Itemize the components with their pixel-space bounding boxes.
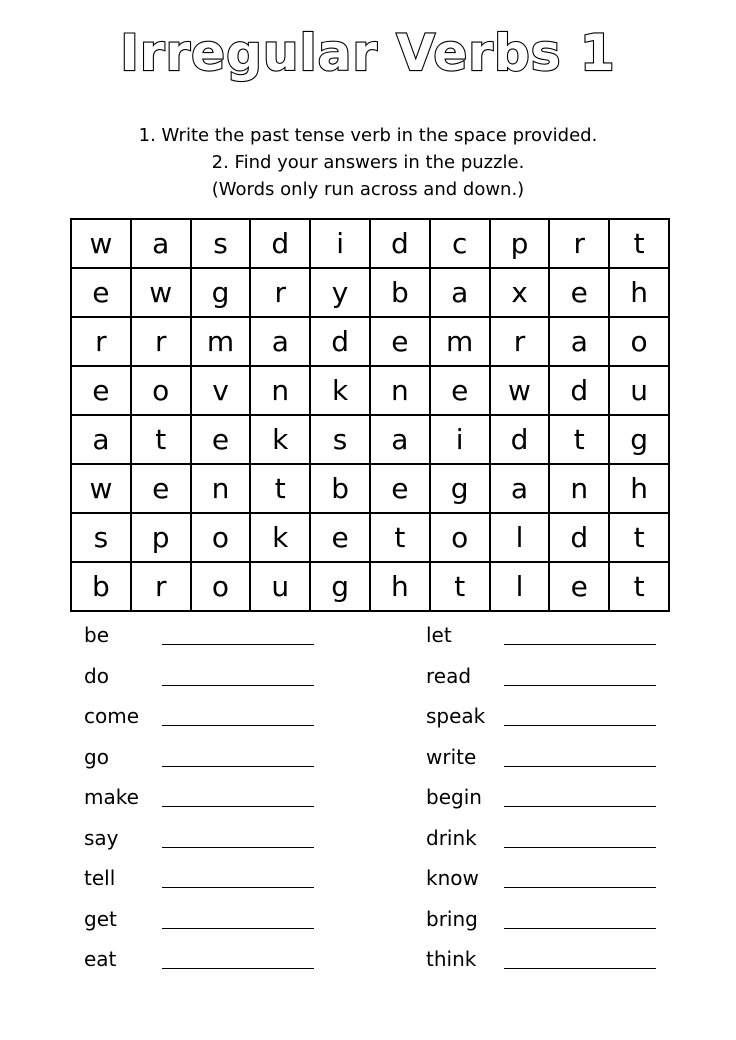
grid-cell[interactable]: k <box>250 415 310 464</box>
verb-label: eat <box>84 947 117 971</box>
verb-row <box>426 740 676 781</box>
grid-cell[interactable]: t <box>609 513 669 562</box>
instructions <box>0 122 736 203</box>
grid-cell[interactable]: t <box>609 562 669 611</box>
verb-label: read <box>426 663 472 688</box>
answer-blank[interactable] <box>504 847 656 848</box>
verb-label: speak <box>426 704 486 728</box>
grid-cell[interactable]: m <box>430 317 490 366</box>
answer-blank[interactable] <box>162 887 314 888</box>
grid-cell[interactable]: a <box>131 219 191 268</box>
grid-cell[interactable]: e <box>71 268 131 317</box>
grid-row <box>71 317 669 366</box>
grid-cell[interactable]: s <box>310 415 370 464</box>
verb-row <box>84 861 334 902</box>
answer-blank[interactable] <box>504 725 656 726</box>
grid-cell[interactable]: t <box>430 562 490 611</box>
verb-label: do <box>84 663 109 688</box>
grid-cell[interactable]: a <box>250 317 310 366</box>
grid-cell[interactable]: v <box>191 366 251 415</box>
grid-cell[interactable]: o <box>191 513 251 562</box>
grid-cell[interactable]: r <box>71 317 131 366</box>
grid-row <box>71 366 669 415</box>
grid-cell[interactable]: k <box>250 513 310 562</box>
verb-label: know <box>426 866 479 890</box>
grid-cell[interactable]: n <box>549 464 609 513</box>
verb-row <box>84 902 334 943</box>
grid-row <box>71 219 669 268</box>
grid-cell[interactable]: e <box>430 366 490 415</box>
grid-cell[interactable]: d <box>250 219 310 268</box>
verb-row <box>426 821 676 862</box>
grid-cell[interactable]: x <box>490 268 550 317</box>
grid-cell[interactable]: t <box>250 464 310 513</box>
grid-cell[interactable]: d <box>490 415 550 464</box>
verb-row <box>84 780 334 821</box>
grid-cell[interactable]: r <box>490 317 550 366</box>
verb-row <box>84 740 334 781</box>
verb-row <box>426 618 676 659</box>
verb-row <box>84 699 334 740</box>
grid-cell[interactable]: y <box>310 268 370 317</box>
instruction-line-3: (Words only run across and down.) <box>211 179 525 200</box>
answer-blank[interactable] <box>504 685 656 686</box>
word-search-grid <box>70 218 670 612</box>
grid-cell[interactable]: d <box>549 366 609 415</box>
verb-row <box>84 618 334 659</box>
grid-cell[interactable]: w <box>71 219 131 268</box>
grid-cell[interactable]: o <box>430 513 490 562</box>
grid-cell[interactable]: a <box>430 268 490 317</box>
grid-cell[interactable]: l <box>490 562 550 611</box>
grid-cell[interactable]: r <box>131 317 191 366</box>
verb-label: begin <box>426 785 482 809</box>
grid-cell[interactable]: t <box>370 513 430 562</box>
grid-cell[interactable]: g <box>430 464 490 513</box>
grid-cell[interactable]: e <box>549 562 609 611</box>
grid-cell[interactable]: d <box>370 219 430 268</box>
grid-cell[interactable]: t <box>549 415 609 464</box>
worksheet-title: Irregular Verbs 1 <box>120 24 616 82</box>
answer-blank[interactable] <box>504 806 656 807</box>
grid-cell[interactable]: e <box>370 464 430 513</box>
grid-cell[interactable]: r <box>131 562 191 611</box>
grid-cell[interactable]: a <box>490 464 550 513</box>
grid-cell[interactable]: h <box>370 562 430 611</box>
verb-row <box>426 659 676 700</box>
grid-cell[interactable]: h <box>609 464 669 513</box>
grid-cell[interactable]: t <box>609 219 669 268</box>
grid-cell[interactable]: g <box>609 415 669 464</box>
answer-blank[interactable] <box>504 644 656 645</box>
grid-cell[interactable]: e <box>71 366 131 415</box>
verb-list-left <box>84 618 334 983</box>
grid-cell[interactable]: a <box>370 415 430 464</box>
verb-label: go <box>84 744 109 769</box>
grid-cell[interactable]: s <box>191 219 251 268</box>
grid-row <box>71 268 669 317</box>
grid-cell[interactable]: n <box>191 464 251 513</box>
grid-cell[interactable]: i <box>310 219 370 268</box>
grid-cell[interactable]: o <box>609 317 669 366</box>
grid-cell[interactable]: e <box>549 268 609 317</box>
answer-blank[interactable] <box>162 766 314 767</box>
grid-cell[interactable]: m <box>191 317 251 366</box>
answer-blank[interactable] <box>162 847 314 848</box>
grid-cell[interactable]: r <box>549 219 609 268</box>
verb-label: think <box>426 947 477 971</box>
grid-cell[interactable]: i <box>430 415 490 464</box>
grid-cell[interactable]: h <box>609 268 669 317</box>
verb-row <box>426 780 676 821</box>
grid-cell[interactable]: w <box>131 268 191 317</box>
answer-blank[interactable] <box>162 928 314 929</box>
grid-cell[interactable]: b <box>370 268 430 317</box>
grid-cell[interactable]: l <box>490 513 550 562</box>
answer-blank[interactable] <box>162 644 314 645</box>
verb-row <box>84 821 334 862</box>
grid-row <box>71 513 669 562</box>
verb-label: come <box>84 704 140 728</box>
answer-blank[interactable] <box>504 968 656 969</box>
grid-cell[interactable]: p <box>131 513 191 562</box>
grid-cell[interactable]: b <box>71 562 131 611</box>
verb-row <box>84 659 334 700</box>
grid-cell[interactable]: e <box>310 513 370 562</box>
grid-row <box>71 562 669 611</box>
verb-label: drink <box>426 825 477 850</box>
grid-cell[interactable]: w <box>490 366 550 415</box>
answer-blank[interactable] <box>162 806 314 807</box>
answer-blank[interactable] <box>504 928 656 929</box>
grid-cell[interactable]: w <box>71 464 131 513</box>
verb-label: let <box>426 623 452 647</box>
instruction-line-2: 2. Find your answers in the puzzle. <box>211 152 525 173</box>
grid-cell[interactable]: d <box>549 513 609 562</box>
grid-cell[interactable]: g <box>310 562 370 611</box>
answer-blank[interactable] <box>504 766 656 767</box>
grid-cell[interactable]: o <box>191 562 251 611</box>
grid-cell[interactable]: g <box>191 268 251 317</box>
verb-row <box>426 699 676 740</box>
grid-cell[interactable]: e <box>370 317 430 366</box>
grid-cell[interactable]: e <box>191 415 251 464</box>
verb-label: bring <box>426 906 478 931</box>
grid-cell[interactable]: s <box>71 513 131 562</box>
grid-cell[interactable]: u <box>250 562 310 611</box>
grid-cell[interactable]: c <box>430 219 490 268</box>
answer-blank[interactable] <box>162 725 314 726</box>
grid-cell[interactable]: n <box>370 366 430 415</box>
grid-cell[interactable]: o <box>131 366 191 415</box>
verb-row <box>84 942 334 983</box>
grid-cell[interactable]: u <box>609 366 669 415</box>
answer-blank[interactable] <box>162 685 314 686</box>
verb-label: tell <box>84 866 116 890</box>
verb-label: be <box>84 623 109 647</box>
instruction-line-1: 1. Write the past tense verb in the space provided. <box>138 125 598 146</box>
grid-cell[interactable]: b <box>310 464 370 513</box>
grid-row <box>71 464 669 513</box>
grid-cell[interactable]: n <box>250 366 310 415</box>
grid-cell[interactable]: p <box>490 219 550 268</box>
grid-cell[interactable]: a <box>71 415 131 464</box>
grid-cell[interactable]: a <box>549 317 609 366</box>
verb-row <box>426 861 676 902</box>
verb-label: write <box>426 744 477 769</box>
verb-label: get <box>84 906 117 931</box>
grid-cell[interactable]: r <box>250 268 310 317</box>
answer-blank[interactable] <box>162 968 314 969</box>
verb-label: make <box>84 785 139 809</box>
verb-list-right <box>426 618 676 983</box>
grid-cell[interactable]: t <box>131 415 191 464</box>
verb-label: say <box>84 825 119 850</box>
answer-blank[interactable] <box>504 887 656 888</box>
verb-row <box>426 902 676 943</box>
grid-cell[interactable]: k <box>310 366 370 415</box>
grid-row <box>71 415 669 464</box>
grid-cell[interactable]: e <box>131 464 191 513</box>
verb-row <box>426 942 676 983</box>
grid-cell[interactable]: d <box>310 317 370 366</box>
